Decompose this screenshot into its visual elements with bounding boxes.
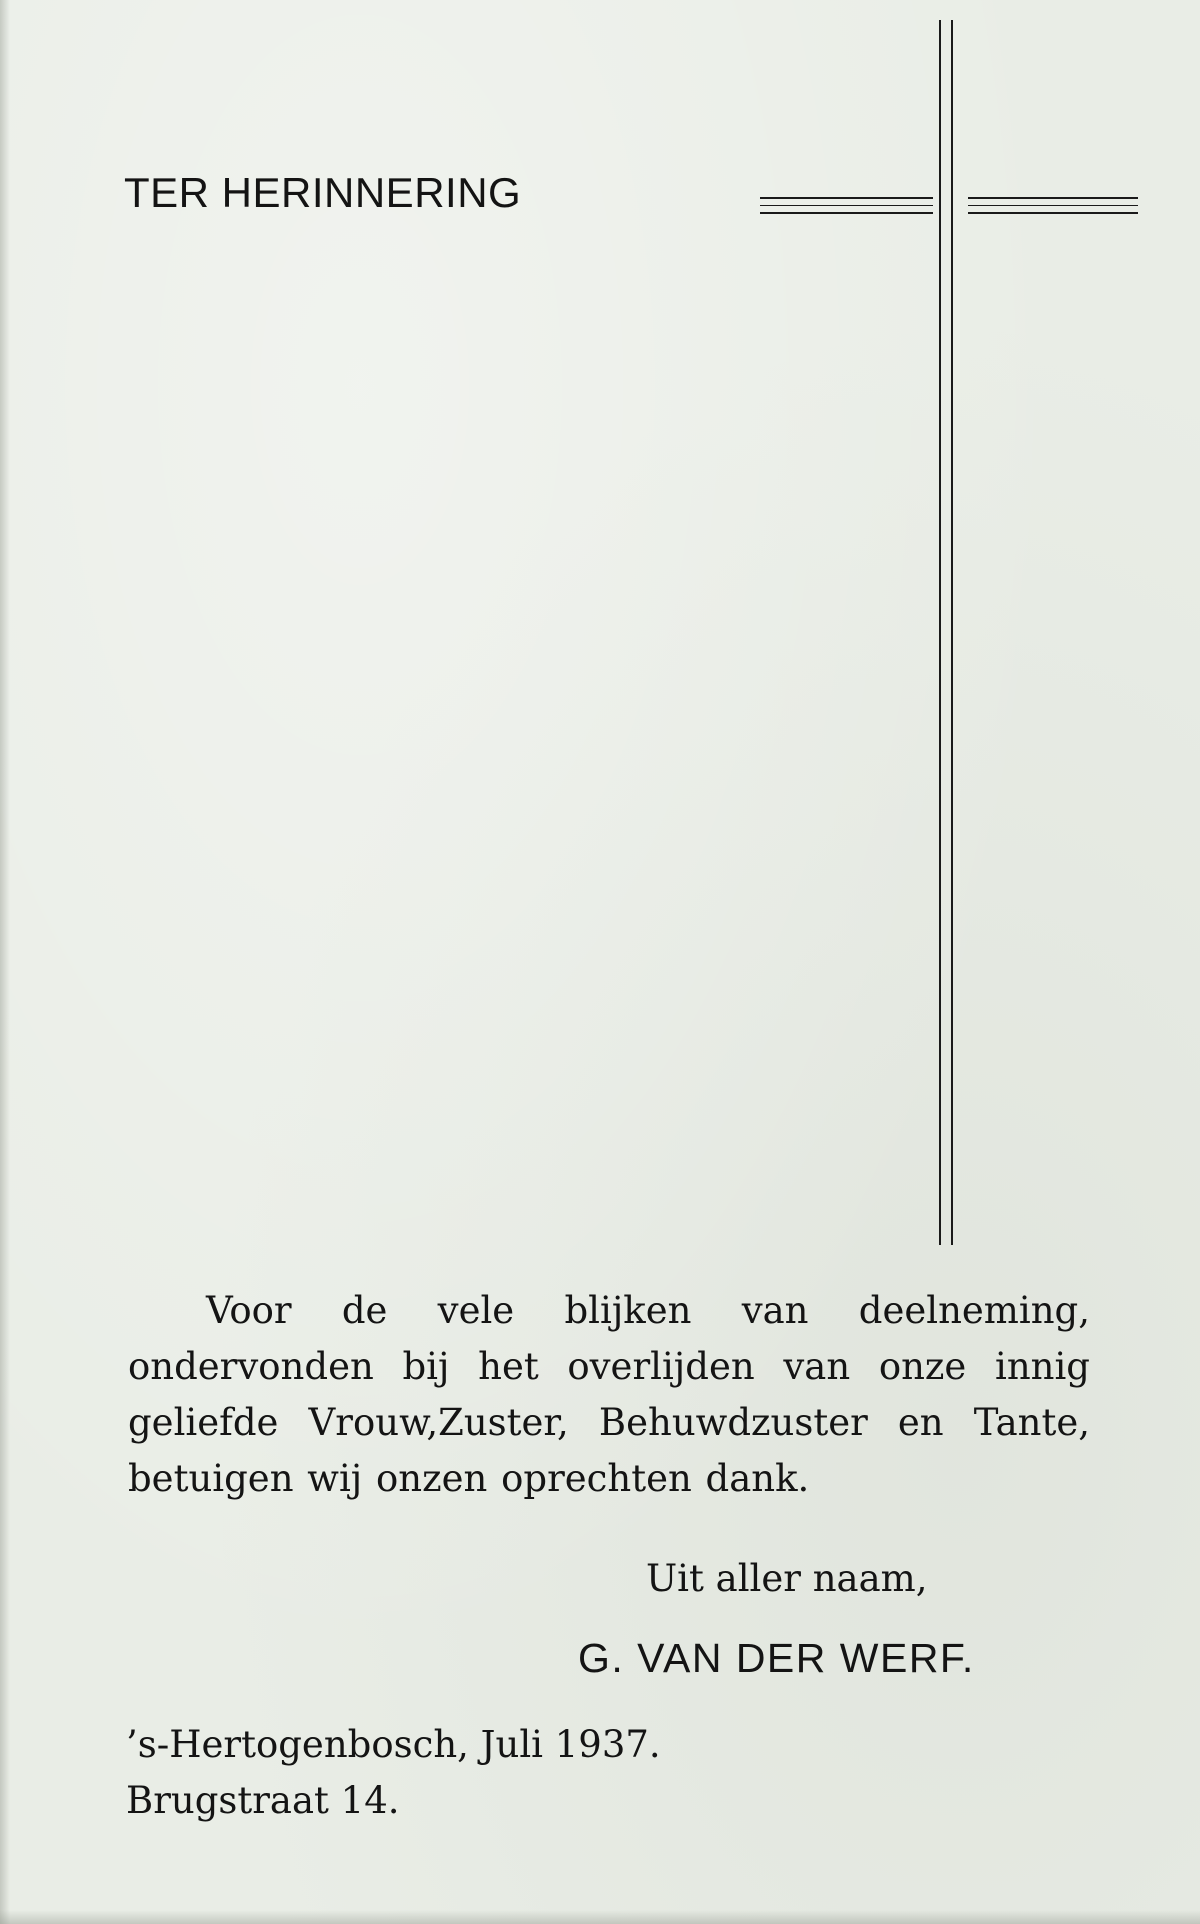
street-address: Brugstraat 14. (126, 1779, 400, 1822)
paper-bottom-shadow (0, 1910, 1200, 1924)
place-and-date: ’s-Hertogenbosch, Juli 1937. (126, 1723, 661, 1766)
cross-left-arm (760, 197, 933, 214)
paper-edge-shadow (0, 0, 10, 1924)
card-heading: TER HERINNERING (124, 169, 522, 216)
cross-right-arm (968, 197, 1138, 214)
closing-line: Uit aller naam, (646, 1557, 928, 1600)
thank-you-message: Voor de vele blijken van deelneming, ondervonden bij het overlijden van onze innig geliefde Vrouw,Zuster, Behuwdzuster en Tante, betuigen wij onzen oprechten dank. (128, 1289, 1090, 1500)
signature-name: G. VAN DER WERF. (578, 1635, 975, 1681)
cross-vertical-beam (939, 20, 953, 1245)
